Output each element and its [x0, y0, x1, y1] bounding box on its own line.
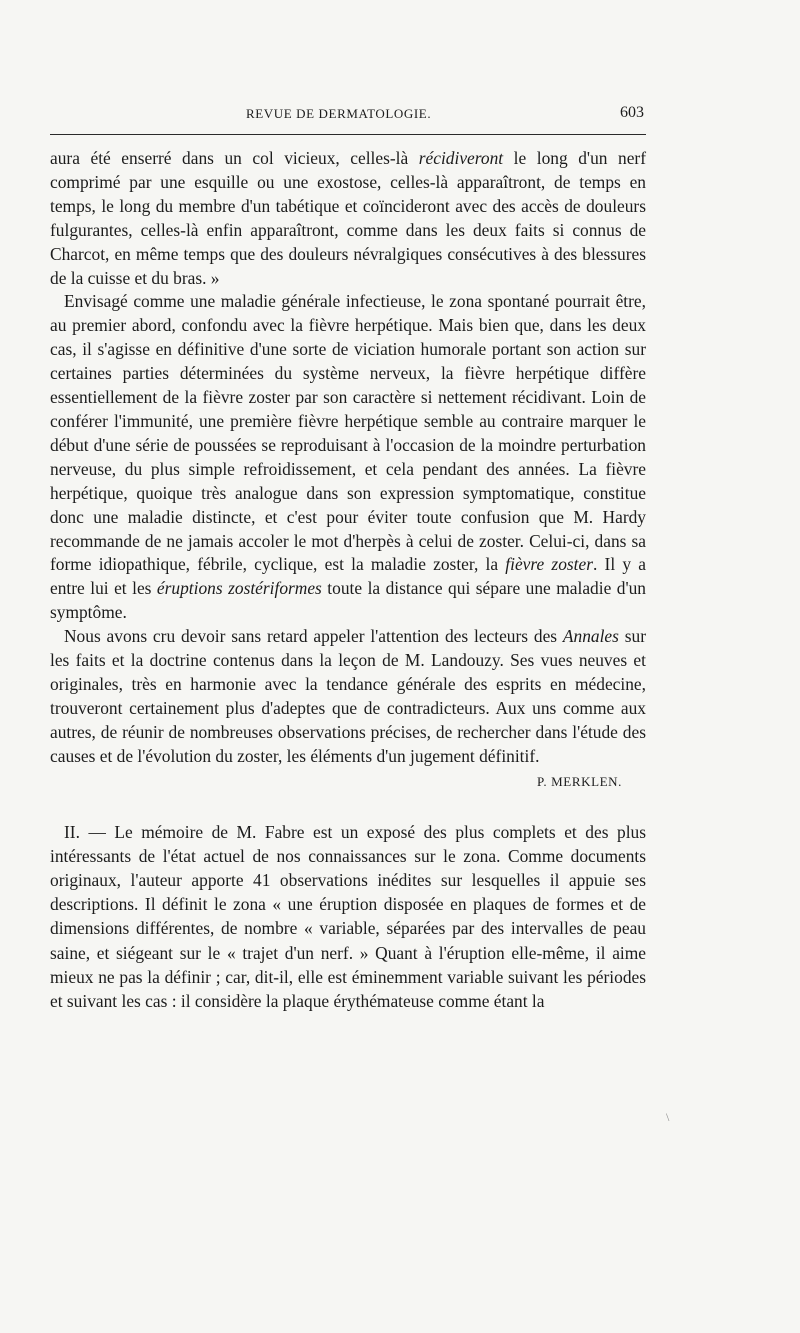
- header-rule: [50, 134, 646, 135]
- author-signature: P. MERKLEN.: [537, 773, 622, 789]
- paragraph-2-text-e: toute la distance qui sépare une maladie d'un symptôme.: [50, 578, 646, 623]
- paragraph-1-text-c: le long d'un nerf comprimé par une esquille ou une exostose, celles-là apparaîtront, de temps en temps, le long du membre d'un tabétique et coïncideront avec des accès de douleurs fulgurantes, celles-là enfin apparaîtront, comme dans les deux faits si connus de Charcot, en même temps que des douleurs névralgiques consécutives à des blessures de la cuisse et du bras. »: [50, 148, 647, 288]
- paragraph-1: [50, 147, 646, 290]
- page-number: 603: [620, 104, 644, 121]
- paragraph-3-text-c: sur les faits et la doctrine contenus dans la leçon de M. Landouzy. Ses vues neuves et originales, très en harmonie avec la tendance générale des esprits en médecine, trouveront certainement plus d'adeptes que de contradicteurs. Aux uns comme aux autres, de réunir de nombreuses observations précises, de rechercher dans l'étude des causes et de l'évolution du zoster, les éléments d'un jugement définitif.: [50, 626, 646, 766]
- paragraph-2-italic-1: fièvre zoster: [505, 554, 593, 575]
- document-page: [50, 100, 646, 1013]
- paragraph-3-italic: Annales: [562, 626, 619, 647]
- paragraph-2-text-c: . Il y a entre lui et les: [50, 554, 646, 599]
- section-two: [50, 820, 646, 1014]
- running-head: [50, 100, 646, 126]
- running-title: REVUE DE DERMATOLOGIE.: [246, 106, 432, 121]
- paragraph-3: [50, 625, 646, 768]
- paragraph-2-text-a: Envisagé comme une maladie générale infectieuse, le zona spontané pourrait être, au premier abord, confondu avec la fièvre herpétique. Mais bien que, dans les deux cas, il s'agisse en définitive d'une sorte de viciation humorale portant son action sur certaines parties déterminées du système nerveux, la fièvre herpétique diffère essentiellement de la fièvre zoster par son caractère si nettement récidivant. Loin de conférer l'immunité, une première fièvre herpétique semble au contraire marquer le début d'une série de poussées se reproduisant à l'occasion de la moindre perturbation nerveuse, du plus simple refroidissement, et cela pendant des années. La fièvre herpétique, quoique très analogue dans son expression symptomatique, constitue donc une maladie distincte, et c'est pour éviter toute confusion que M. Hardy recommande de ne jamais accoler le mot d'herpès à celui de zoster. Celui-ci, dans sa forme idiopathique, fébrile, cyclique, est la maladie zoster, la: [50, 291, 646, 575]
- paragraph-4: II. — Le mémoire de M. Fabre est un exposé des plus complets et des plus intéressants de l'état actuel de nos connaissances sur le zona. Comme documents originaux, l'auteur apporte 41 observations inédites sur lesquelles il appuie ses descriptions. Il définit le zona « une éruption disposée en plaques de formes et de dimensions différentes, de nombre « variable, séparées par des intervalles de peau saine, et siégeant sur le « trajet d'un nerf. » Quant à l'éruption elle-même, il aime mieux ne pas la définir ; car, dit-il, elle est éminemment variable suivant les périodes et suivant les cas : il considère la plaque érythémateuse comme étant la: [50, 821, 646, 1011]
- article-body: [50, 147, 646, 1013]
- paragraph-2-italic-2: éruptions zostériformes: [156, 578, 322, 599]
- margin-mark: \: [666, 1110, 670, 1124]
- paragraph-2: [50, 290, 646, 625]
- paragraph-1-italic: récidiveront: [418, 148, 504, 168]
- paragraph-1-text-a: aura été enserré dans un col vicieux, celles-là: [50, 148, 419, 168]
- paragraph-3-text-a: Nous avons cru devoir sans retard appeler l'attention des lecteurs des: [64, 626, 563, 647]
